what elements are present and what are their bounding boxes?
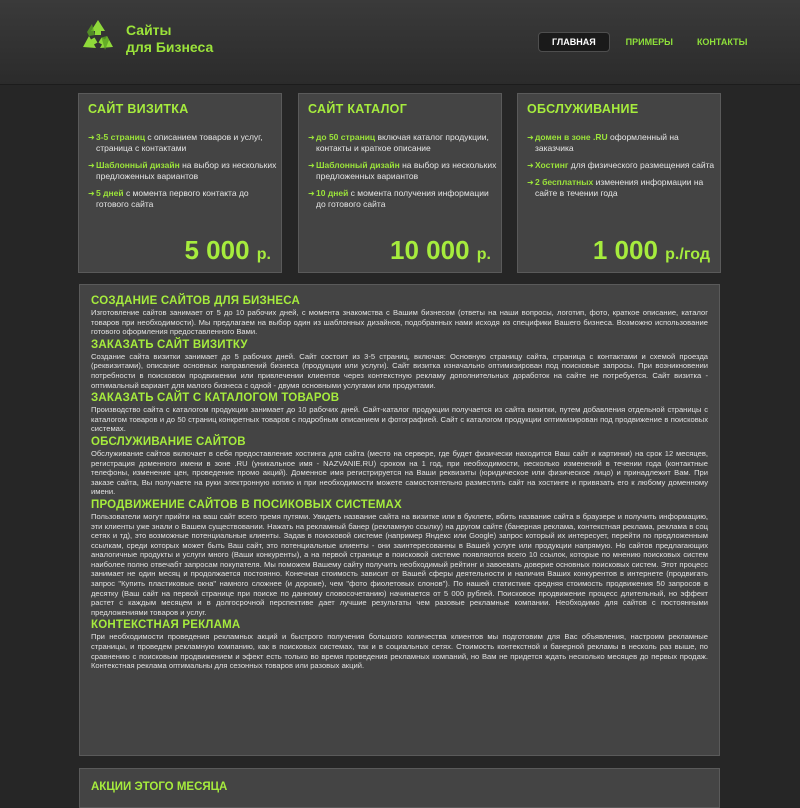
box-title: САЙТ ВИЗИТКА <box>88 102 189 116</box>
feature-text: на выбор из нескольких предложенных вариантов <box>96 160 277 181</box>
section-title: СОЗДАНИЕ САЙТОВ ДЛЯ БИЗНЕСА <box>91 295 301 307</box>
nav-home[interactable]: ГЛАВНАЯ <box>538 32 610 52</box>
main-nav <box>538 32 747 52</box>
section-text: Изготовление сайтов занимает от 5 до 10 рабочих дней, с момента знакомства с Вашим бизнесом (ответы на наши вопросы, логотип, фото, краткое описание, каталог товаров при необходимости). Мы предлагаем на выбор один из шаблонных дизайнов, подобранных нами исходя из специфики Вашего бизнеса. Возможно использование готового оформления предоставленного Вами. <box>91 308 708 337</box>
brand-line-2: для Бизнеса <box>126 39 214 55</box>
price-box-maintenance <box>517 93 721 273</box>
feature-highlight[interactable]: 2 бесплатных <box>535 177 594 187</box>
feature-highlight[interactable]: Хостинг <box>535 160 569 170</box>
arrow-right-icon: ➜ <box>88 189 95 198</box>
feature-item <box>88 160 278 182</box>
feature-highlight[interactable]: Шаблонный дизайн <box>96 160 180 170</box>
promo-section <box>79 768 720 808</box>
site-header <box>0 0 800 85</box>
feature-text: с момента получения информации до готового сайта <box>316 188 489 209</box>
brand-name[interactable] <box>126 22 213 56</box>
recycle-icon[interactable] <box>78 17 118 57</box>
feature-text: на выбор из нескольких предложенных вариантов <box>316 160 497 181</box>
arrow-right-icon: ➜ <box>308 161 315 170</box>
feature-item <box>88 188 278 210</box>
feature-text: с описанием товаров и услуг, страница с контактами <box>96 132 263 153</box>
feature-highlight[interactable]: до 50 страниц <box>316 132 376 142</box>
feature-highlight[interactable]: 3-5 страниц <box>96 132 146 142</box>
section-text: Пользователи могут прийти на ваш сайт всего тремя путями. Увидеть название сайта на визитке или в буклете, вбить название сайта в браузере и получить информацию, эти клиенты уже знали о Вашем существовании. Нажать на рекламный банер (рекламную ссылку) на другом сайте (банерная реклама, контекстная реклама, реклама в соц сетях и тд), это возможные потенциальные клиенты. Задав в поисковой системе (например Яндекс или Google) запрос который их интересует, перейти по предложенным ссылкам, среди которых может быть Ваш сайт, это потенциальные клиенты - они заинтересованны в Вашей услуге или продукции напрямую. Но сайтов предлагающих аналогичные продукты и услуги много (Ваши конкуренты), а на первой странице в поисковой системе появляются всего 10 ссылок, которые по мнению поисковых систем наиболее полно отвечабт запросам покупателя. Мы поможем Вашему сайту получить необходимый рейтинг и завоевать доверие основных поисковых систем. Этот процесс занимает не один месяц и продолжается постоянно. Конечная стоимость зависит от Вашей сферы деятельности и наличия Ваших конкурентов в интернете (продвигать запрос "Купить пластиковые окна" намного сложнее (и дороже), чем "фото фиолетовых слонов"). По нашей статистике средняя стоимость продвижения 50 запросов в десятку (Ваш сайт на первой странице при поиске по данному словосочетанию) начинается от 5 000 рублей. Поисковое продвижение процесс длительный, но эффект растет с каждым месяцем и в долгосрочной перспективе дает лучшие результаты чем разовые рекламные компании. Необходимо для сайтов с постоянными предложениями товаров и услуг. <box>91 511 708 617</box>
price-box-business-card <box>78 93 282 273</box>
price-box-catalog <box>298 93 502 273</box>
brand-line-1: Сайты <box>126 22 172 38</box>
feature-list <box>527 132 717 205</box>
price <box>390 235 491 266</box>
section-text: При необходимости проведения рекламных акций и быстрого получения большого количества клиентов мы подготовим для Вас объявления, настроим рекламные страницы, и проведем рекламную компанию, как в поисковых системах, так и в социальных сетях. Стоимость контекстной и банерной рекламы в несколь раз выше, по сравнению с поисковым продвижением и эфект есть только во время проведения рекламных компаний, но Вам не придется ждать несколько месяцев до первых продаж. Контекстная реклама оптимальны для сезонных товаров или разовых акций. <box>91 632 708 671</box>
arrow-right-icon: ➜ <box>88 161 95 170</box>
price-value: 1 000 <box>592 235 658 265</box>
feature-item <box>308 188 498 210</box>
arrow-right-icon: ➜ <box>308 189 315 198</box>
price-unit: р./год <box>665 246 710 263</box>
box-title: ОБСЛУЖИВАНИЕ <box>527 102 639 116</box>
feature-highlight[interactable]: Шаблонный дизайн <box>316 160 400 170</box>
section-title: ПРОДВИЖЕНИЕ САЙТОВ В ПОСИКОВЫХ СИСТЕМАХ <box>91 498 402 511</box>
feature-text: для физического размещения сайта <box>568 160 715 170</box>
feature-highlight[interactable]: 5 дней <box>96 188 124 198</box>
section-title: КОНТЕКСТНАЯ РЕКЛАМА <box>91 619 241 632</box>
feature-item <box>88 132 278 154</box>
feature-item <box>308 132 498 154</box>
promo-title: АКЦИИ ЭТОГО МЕСЯЦА <box>91 781 228 793</box>
nav-examples[interactable]: ПРИМЕРЫ <box>625 37 673 47</box>
feature-highlight[interactable]: 10 дней <box>316 188 349 198</box>
section-title: ЗАКАЗАТЬ САЙТ С КАТАЛОГОМ ТОВАРОВ <box>91 392 340 405</box>
price <box>593 235 710 266</box>
feature-highlight[interactable]: домен в зоне .RU <box>535 132 608 142</box>
price-unit: р. <box>256 246 271 263</box>
feature-text: с момента первого контакта до готового сайта <box>96 188 249 209</box>
price-unit: р. <box>476 246 491 263</box>
section-title: ОБСЛУЖИВАНИЕ САЙТОВ <box>91 435 246 448</box>
feature-text: включая каталог продукции, контакты и краткое описание <box>316 132 489 153</box>
feature-list <box>308 132 498 216</box>
arrow-right-icon: ➜ <box>527 161 534 170</box>
price-value: 5 000 <box>184 235 250 265</box>
feature-text: оформленный на заказчика <box>535 132 679 153</box>
feature-item <box>527 160 717 171</box>
section-text: Создание сайта визитки занимает до 5 рабочих дней. Сайт состоит из 3-5 страниц, включая: Основную страницу сайта, страница с контактами и схемой проезда (реквизитами), описание основных направлений бизнеса (продукции или услуги). Сайт визитка изначально оптимизирован под поисковые запросы. При возникновении потребности в поисковом продвижении или привлечении клиентов через контекстную рекламу дополнительных доработок на сайте не потребуется. Сайт визитка - оптимальный вариант для малого бизнеса с одной - двумя основными услугами или продуктами. <box>91 351 708 390</box>
feature-text: изменения информации на сайте в течении года <box>535 177 704 198</box>
price <box>184 235 271 266</box>
section-title: ЗАКАЗАТЬ САЙТ ВИЗИТКУ <box>91 338 248 351</box>
main-content <box>79 284 720 756</box>
price-value: 10 000 <box>390 235 470 265</box>
arrow-right-icon: ➜ <box>527 133 534 142</box>
arrow-right-icon: ➜ <box>88 133 95 142</box>
nav-contacts[interactable]: КОНТАКТЫ <box>696 37 748 47</box>
arrow-right-icon: ➜ <box>308 133 315 142</box>
box-title: САЙТ КАТАЛОГ <box>308 102 408 116</box>
arrow-right-icon: ➜ <box>527 178 534 187</box>
feature-item <box>527 132 717 154</box>
feature-list <box>88 132 278 216</box>
section-text: Производство сайта с каталогом продукции занимает до 10 рабочих дней. Сайт-каталог продукции получается из сайта визитки, путем добавления отдельной страницы с каталогом товаров и до 50 страниц конкретных товаров с подробным описанием и фотографией. Сайт с каталогом продукции оптимизирован под продвижение в поисковых системах. <box>91 405 708 434</box>
section-text: Обслуживание сайтов включает в себя предоставление хостинга для сайта (место на сервере, где будет физически находится Ваш сайт и картинки) на срок 12 месяцев, регистрация доменного имени в зоне .RU (уникальное имя - NAZVANIE.RU) сроком на 1 год, при необходимости, несколько изменений в течении года (контактные телефоны, изменение цен, проведение промо акций). Доменное имя регистрируется на Ваши реквизиты (юридическое или физическое лицо) и принадлежит Вам. При заказе сайта, Вы получаете на руки электронную копию и при необходимости можете самостоятельно разместить сайт на хостинге и привязать его к любому доменному имени. <box>91 448 708 497</box>
feature-item <box>527 177 717 199</box>
feature-item <box>308 160 498 182</box>
